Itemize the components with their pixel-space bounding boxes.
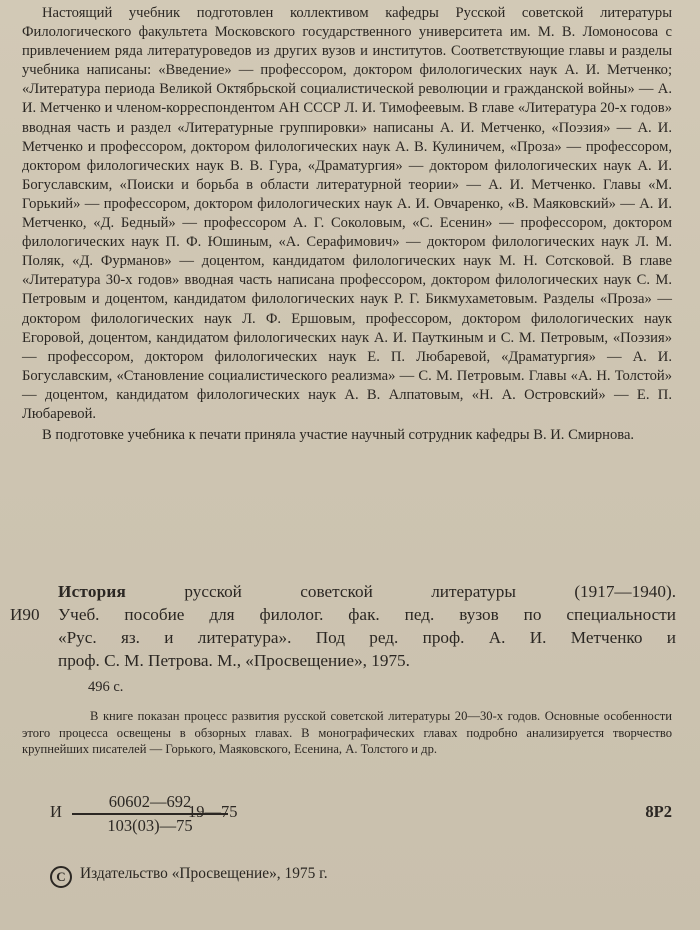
publication-index	[50, 792, 680, 852]
bib-title-lead: История	[58, 582, 126, 601]
page-count: 496 с.	[88, 679, 124, 695]
bib-description-3: проф. С. М. Петрова. М., «Просвещение», 1975.	[58, 651, 410, 670]
copyright-text: Издательство «Просвещение», 1975 г.	[80, 865, 328, 882]
intro-section	[22, 4, 672, 445]
copyright-icon: C	[50, 866, 72, 888]
bib-description-2: «Рус. яз. и литература». Под ред. проф. А. И. Метченко и	[58, 628, 676, 647]
bibliographic-record	[10, 580, 680, 672]
bib-line-2	[10, 603, 680, 626]
index-year-code: 19—75	[188, 802, 238, 821]
bib-code: И90	[10, 605, 40, 624]
intro-paragraph-preparation: В подготовке учебника к печати приняла участие научный сотрудник кафедры В. И. Смирнова.	[42, 427, 635, 444]
index-numerator: 60602—692	[108, 792, 192, 811]
intro-paragraph-authors: Настоящий учебник подготовлен коллективом кафедры Русской советской литературы Филологического факультета Московского государственного университета им. М. В. Ломоносова с привлечением ряда литературоведов из других вузов и институтов. Соответствующие главы и разделы учебника написаны: «Введение» — профессором, доктором филологических наук А. И. Метченко; «Литература периода Великой Октябрьской социалистической революции и гражданской войны» — А. И. Метченко и членом-корреспондентом АН СССР Л. И. Тимофеевым. В главе «Литература 20-х годов» вводная часть и раздел «Литературные группировки» написаны А. И. Метченко, «Поэзия» — А. И. Метченко и профессором, доктором филологических наук А. В. Кулиничем, «Проза» — профессором, доктором филологических наук В. В. Гура, «Драматургия» — доктором филологических наук А. И. Богуславским, «Поиски и борьба в области литературной теории» — А. И. Метченко. Главы «М. Горький» — профессором, доктором филологических наук А. И. Овчаренко, «В. Маяковский» — А. И. Метченко, «Д. Бедный» — профессором А. Г. Соколовым, «С. Есенин» — профессором, доктором филологических наук П. Ф. Юшиным, «А. Серафимович» — доктором филологических наук Л. М. Поляк, «Д. Фурманов» — доцентом, кандидатом филологических наук М. Н. Сотсковой. В главе «Литература 30-х годов» вводная часть написана профессором, доктором филологических наук С. М. Петровым и доцентом, кандидатом филологических наук Р. Г. Бикмухаметовым. Разделы «Проза» — доктором филологических наук Л. Ф. Ершовым, профессором, доктором филологических наук Егоровой, доцентом, кандидатом филологических наук А. И. Пауткиным и С. М. Петровым, «Поэзия» — профессором, доктором филологических наук Е. П. Любаревой, «Драматургия» — А. И. Богуславским, «Становление социалистического реализма» — С. М. Петровым. Главы «А. Н. Толстой» — доцентом, кандидатом филологических наук А. В. Алпатовым, «Н. А. Островский» — Е. П. Любаревой.	[22, 5, 672, 422]
index-denominator: 103(03)—75	[107, 816, 193, 835]
classification-code: 8Р2	[645, 802, 672, 821]
copyright-line	[50, 864, 328, 888]
bib-line-1	[10, 580, 680, 603]
bib-title-rest: русской советской литературы (1917—1940).	[184, 582, 676, 601]
annotation-text: В книге показан процесс развития русской советской литературы 20—30-х годов. Основные особенности этого процесса освещены в обзорных главах. В монографических главах подробно анализируется творчество крупнейших писателей — Горького, Маяковского, Есенина, А. Толстого и др.	[22, 709, 672, 756]
bib-line-3	[10, 626, 680, 649]
bib-line-4	[10, 649, 680, 672]
index-prefix: И	[50, 802, 62, 821]
bib-description-1: Учеб. пособие для филолог. фак. пед. вузов по специальности	[58, 605, 676, 624]
